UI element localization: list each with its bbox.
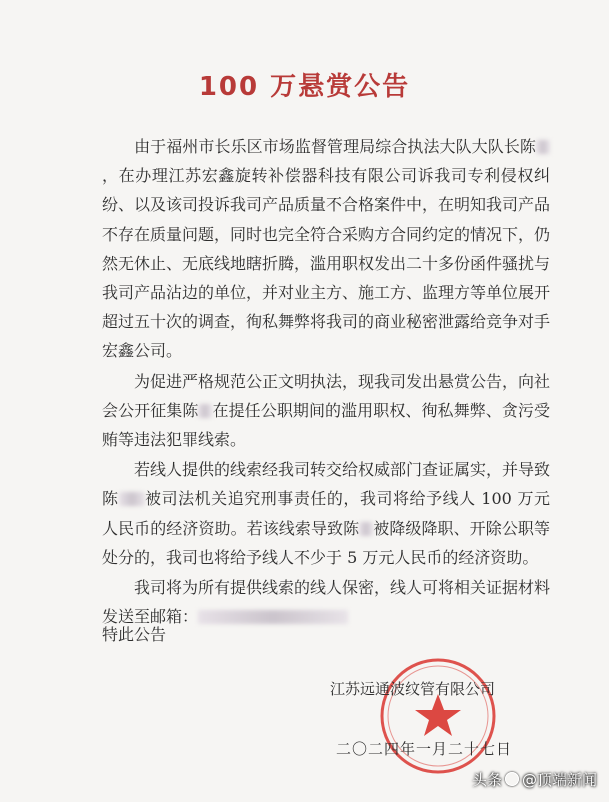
paragraph-4 <box>102 573 550 631</box>
company-name: 江苏远通波纹管有限公司 <box>330 680 496 698</box>
paragraph-1 <box>102 132 550 366</box>
redacted-name <box>198 404 212 418</box>
paragraph-1-text-a: 由于福州市长乐区市场监督管理局综合执法大队大队长陈 <box>134 137 536 156</box>
paragraph-3 <box>102 455 550 572</box>
watermark-logo-icon <box>505 772 519 786</box>
notice-date: 二〇二四年一月二十七日 <box>336 740 513 758</box>
paragraph-4-text-a: 我司将为所有提供线索的线人保密，线人可将相关证据材料发送至邮箱： <box>102 578 551 627</box>
redacted-email <box>198 610 348 624</box>
paragraph-3-text-a: 若线人提供的线索经我司转交给权威部门查证属实，并导致陈 <box>102 460 551 509</box>
paragraph-1-text-b: ，在办理江苏宏鑫旋转补偿器科技有限公司诉我司专利侵权纠纷、以及该司投诉我司产品质量不合格案件中，在明知我司产品不存在质量问题，同时也完全符合采购方合同约定的情况下，仍然无休止、无底线地瞎折腾，滥用职权发出二十多份函件骚扰与我司产品沾边的单位，并对业主方、施工方、监理方等单位展开超过五十次的调查，徇私舞弊将我司的商业秘密泄露给竞争对手宏鑫公司。 <box>102 166 551 361</box>
page-title: 100 万悬赏公告 <box>198 72 411 102</box>
watermark <box>472 769 597 790</box>
redacted-name <box>119 492 145 506</box>
paragraph-2-text-b: 在提任公职期间的滥用职权、徇私舞弊、贪污受贿等违法犯罪线索。 <box>102 400 550 450</box>
paragraph-3-text-c: 被降级降职、开除公职等处分的，我司也将给予线人不少于 5 万元人民币的经济资助。 <box>102 518 550 567</box>
paragraph-2-text-a: 为促进严格规范公正文明执法，现我司发出悬赏公告，向社会公开征集陈 <box>102 371 551 420</box>
paragraph-3-text-b: 被司法机关追究刑事责任的，我司将给予线人 100 万元人民币的经济资助。若该线索导致陈 <box>102 489 550 538</box>
watermark-prefix: 头条 <box>471 771 502 789</box>
redacted-name <box>536 140 550 154</box>
paragraph-2 <box>102 367 550 455</box>
notice-body <box>102 132 550 632</box>
redacted-name <box>359 522 373 536</box>
closing-text: 特此公告 <box>102 625 167 644</box>
watermark-handle: @顶端新闻 <box>521 771 597 789</box>
